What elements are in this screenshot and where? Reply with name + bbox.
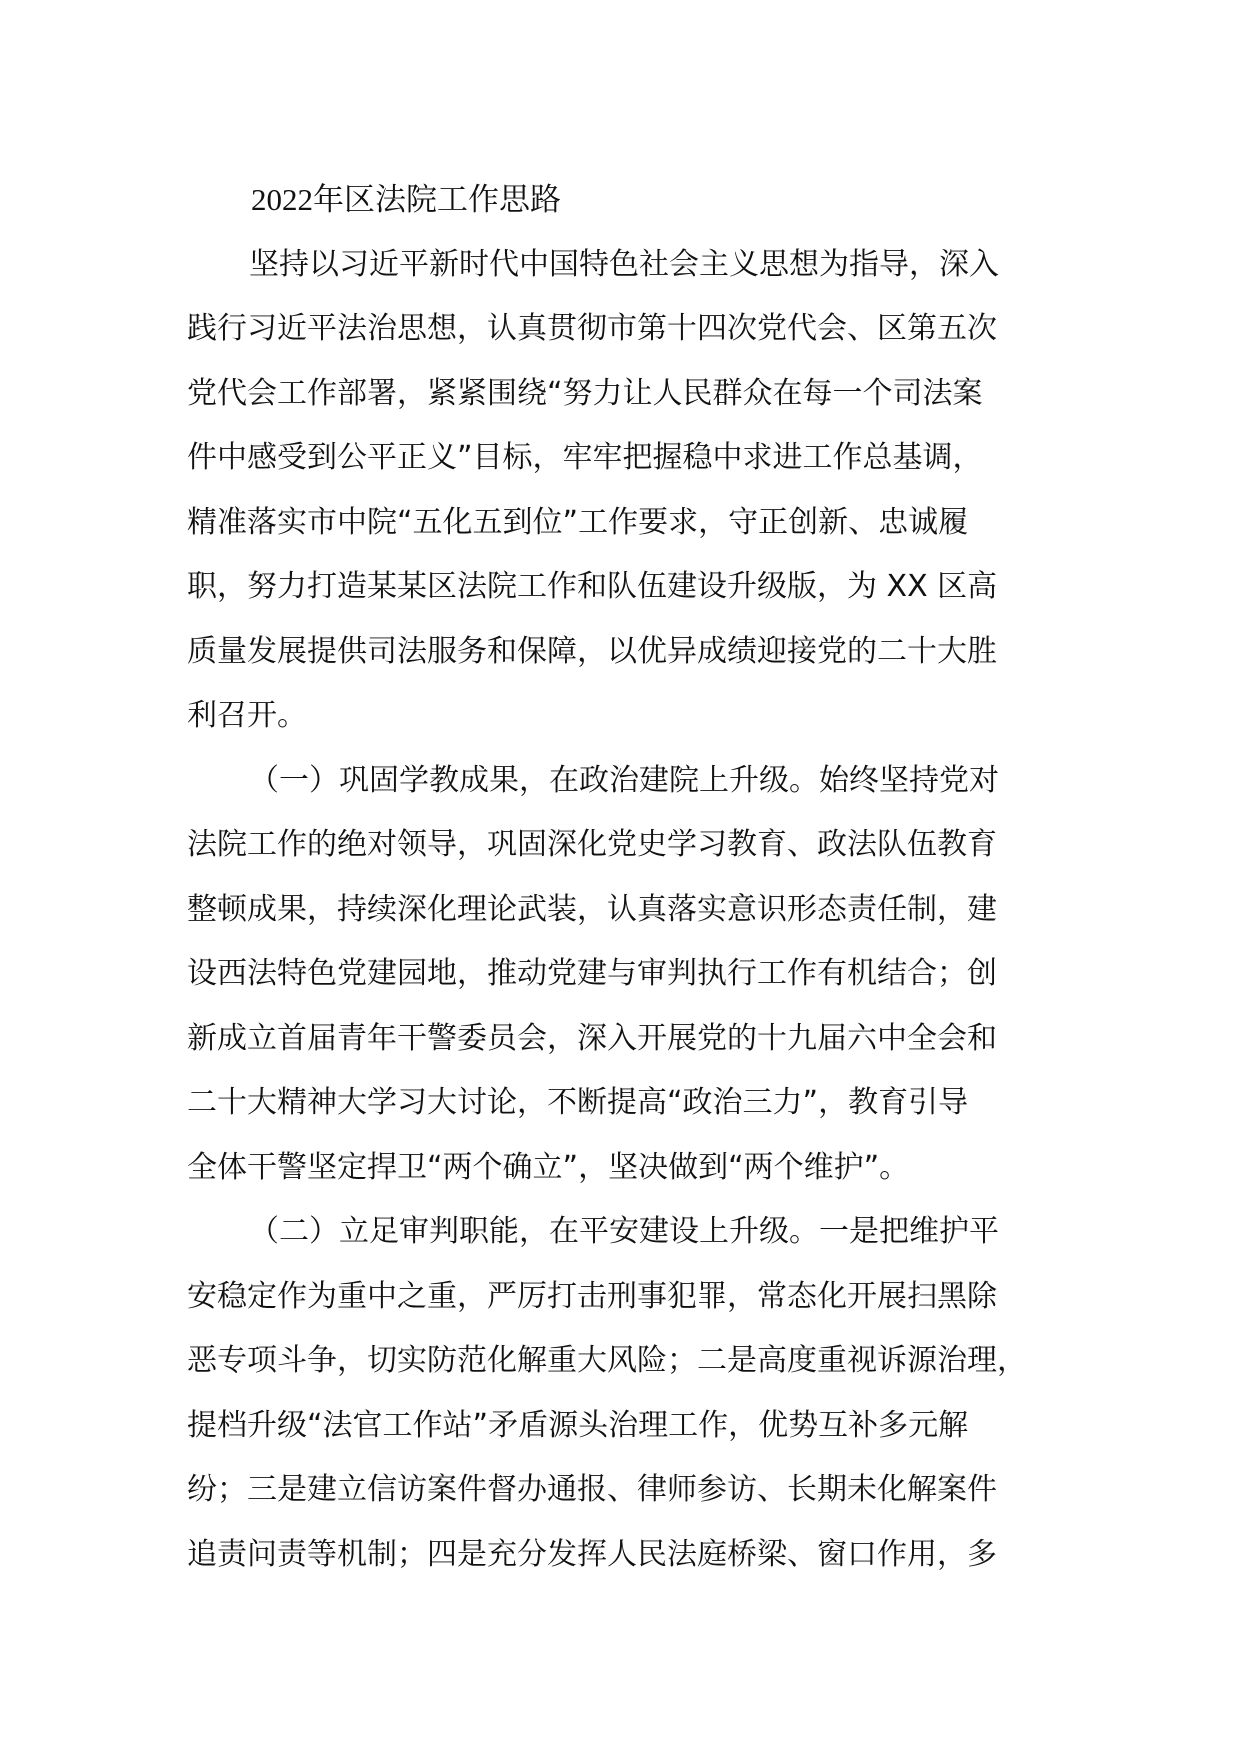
paragraph-line: 设西法特色党建园地，推动党建与审判执行工作有机结合；创 — [187, 956, 997, 991]
paragraph-line: 提档升级“法官工作站”矛盾源头治理工作，优势互补多元解 — [187, 1407, 969, 1443]
paragraph-line: 追责问责等机制；四是充分发挥人民法庭桥梁、窗口作用，多 — [187, 1536, 997, 1572]
paragraph-line: 安稳定作为重中之重，严厉打击刑事犯罪，常态化开展扫黑除 — [187, 1278, 997, 1314]
paragraph-line: 职，努力打造某某区法院工作和队伍建设升级版，为 XX 区高 — [187, 569, 998, 604]
paragraph-line: 践行习近平法治思想，认真贯彻市第十四次党代会、区第五次 — [187, 311, 997, 346]
paragraph-line: 精准落实市中院“五化五到位”工作要求，守正创新、忠诚履 — [187, 504, 969, 540]
paragraph-line: 整顿成果，持续深化理论武装，认真落实意识形态责任制，建 — [187, 891, 997, 927]
paragraph-line: 全体干警坚定捍卫“两个确立”，坚决做到“两个维护”。 — [187, 1149, 910, 1185]
paragraph-line: 件中感受到公平正义”目标，牢牢把握稳中求进工作总基调， — [187, 440, 983, 475]
paragraph-line: 新成立首届青年干警委员会，深入开展党的十九届六中全会和 — [187, 1020, 997, 1056]
paragraph-line: 坚持以习近平新时代中国特色社会主义思想为指导，深入 — [249, 246, 999, 282]
paragraph-line: 党代会工作部署，紧紧围绕“努力让人民群众在每一个司法案 — [187, 375, 983, 411]
paragraph-line: 二十大精神大学习大讨论，不断提高“政治三力”，教育引导 — [187, 1085, 969, 1120]
paragraph-line: 纷；三是建立信访案件督办通报、律师参访、长期未化解案件 — [187, 1472, 997, 1507]
paragraph-line: 质量发展提供司法服务和保障，以优异成绩迎接党的二十大胜 — [187, 633, 997, 669]
paragraph-line: 恶专项斗争，切实防范化解重大风险；二是高度重视诉源治理， — [187, 1343, 1027, 1378]
paragraph-line: 法院工作的绝对领导，巩固深化党史学习教育、政法队伍教育 — [187, 827, 997, 862]
paragraph-intro — [187, 233, 1067, 749]
paragraph-line: （一）巩固学教成果，在政治建院上升级。始终坚持党对 — [249, 762, 999, 798]
paragraph-line: 利召开。 — [187, 698, 307, 733]
document-body — [187, 168, 1067, 1587]
paragraph-line: （二）立足审判职能，在平安建设上升级。一是把维护平 — [249, 1214, 999, 1249]
paragraph-section-one — [187, 749, 1067, 1201]
paragraph-section-two — [187, 1200, 1067, 1587]
document-title: 2022年区法院工作思路 — [251, 182, 561, 217]
